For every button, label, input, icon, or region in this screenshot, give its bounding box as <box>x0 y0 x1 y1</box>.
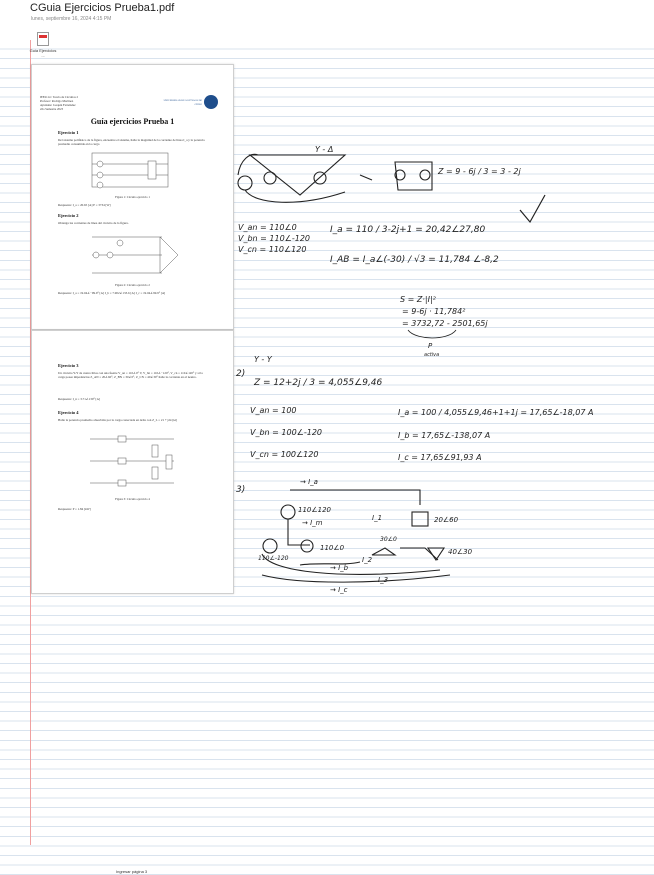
ink-load3: 40∠30 <box>448 548 473 556</box>
ex2-heading: Ejercicio 2 <box>58 213 79 218</box>
ex1-figure-caption: Figura 1: Circuito ejercicio 1 <box>115 195 150 199</box>
ink-label-ya: Y - Δ <box>315 145 334 154</box>
ex1-heading: Ejercicio 1 <box>58 130 79 135</box>
ink-z-total: Z = 9 - 6j / 3 = 3 - 2j <box>438 167 521 176</box>
ink-ia-arrow: → I_a <box>300 478 318 486</box>
ink-s3: = 3732,72 - 2501,65j <box>402 319 488 328</box>
ex2-text: Obtenga las corrientes de línea del circuito de la figura. <box>58 221 129 225</box>
ink-load2: 30∠0 <box>380 536 397 543</box>
ink-s2: = 9-6j · 11,784² <box>402 307 466 316</box>
ex4-text: Halle la potencia promedio absorbida por la carga conectada en delta con Z_L = 21 + j24 [Ω] <box>58 418 177 422</box>
ex2-figure-caption: Figura 2: Circuito ejercicio 2 <box>115 283 150 287</box>
ink-vbn2: V_bn = 100∠-120 <box>250 428 323 437</box>
ink-src1: 110∠120 <box>298 506 331 514</box>
pdf-header-line: 2do Semestre 2023 <box>40 107 63 111</box>
ex4-figure-caption: Figura 3: Circuito ejercicio 4 <box>115 497 150 501</box>
ex1-text: Del sistema polifásico de la figura, encuentre el sistema, halle la magnitud de la corriente de línea I_a y la potencia promedio consumida en la carga <box>58 138 205 146</box>
ink-ib-arrow: → I_b <box>330 564 349 572</box>
ink-ia: I_a = 110 / 3-2j+1 = 20,42∠27,80 <box>330 225 486 235</box>
ex1-answer: Respuesta: I_a = 20.65 [A] P = 3734 [W] <box>58 203 111 207</box>
pdf-header-line: IEE2114 / Teoría de Circuitos 2 <box>40 95 79 99</box>
ink-vcn: V_cn = 110∠120 <box>238 245 307 254</box>
ink-ic-arrow: → I_c <box>330 586 348 594</box>
university-name: UNIVERSIDAD DE SANTIAGO DE CHILE <box>163 99 202 106</box>
ink-ex2-num: 2) <box>236 369 246 379</box>
ink-p-note: activa <box>424 352 440 358</box>
ex4-heading: Ejercicio 4 <box>58 410 79 415</box>
ex2-answer: Respuesta: I_a = 19.04∠−99.9° [A] I_b = 7.902∠133.6 [A] I_c = 19.04∠99.9° [A] <box>58 291 166 295</box>
ink-brace <box>408 330 456 338</box>
footer-text: Ingresar página 3 <box>116 869 148 874</box>
ink-ib2: I_b = 17,65∠-138,07 A <box>398 431 491 440</box>
ink-ia2: I_a = 100 / 4,055∠9,46+1+1j = 17,65∠-18,07 A <box>398 408 594 417</box>
ink-ex3-num: 3) <box>236 485 246 495</box>
ink-ic2: I_c = 17,65∠91,93 A <box>398 453 482 462</box>
ex3-text: Un circuito Y-Y de cuatro hilos con una fuente V_an = 110∠0° V, V_bn = 110∠−120°, V_cn = 110∠120° y si la carga posee impedancias Z_AN = 20∠60°, Z_BN = 30∠0°, Z_CN = 40∠30° halle la corriente en el neutro. <box>58 371 203 379</box>
ink-z-eq: Z = 12+2j / 3 = 4,055∠9,46 <box>254 378 383 388</box>
ink-im-arrow: → I_m <box>302 519 323 527</box>
ink-i2: I_2 <box>362 556 373 564</box>
attachment-label: Guia Ejercicios ... <box>29 48 57 58</box>
ink-vbn: V_bn = 110∠-120 <box>238 234 311 243</box>
ink-van: V_an = 110∠0 <box>238 223 297 232</box>
pdf-header-line: Ayudante: Joaquín Fernández <box>40 103 76 107</box>
ink-load1: 20∠60 <box>434 516 459 524</box>
ink-s1: S = Z·|I|² <box>400 295 436 304</box>
check-mark <box>520 195 545 222</box>
pdf-title: Guía ejercicios Prueba 1 <box>90 117 175 126</box>
ink-src2: 110∠0 <box>320 544 345 552</box>
ink-yy: Y - Y <box>254 355 272 364</box>
ink-ex3-circuit <box>262 490 450 582</box>
ink-van2: V_an = 100 <box>250 406 297 415</box>
ink-src3: 110∠-120 <box>258 555 289 562</box>
pdf-header-line: Profesor: Rodrigo Martínez <box>40 99 74 103</box>
ink-delta-sketch <box>238 154 432 202</box>
ink-vcn2: V_cn = 100∠120 <box>250 450 319 459</box>
note-timestamp: lunes, septiembre 16, 2024 4:15 PM <box>31 16 112 22</box>
ink-iab: I_AB = I_a∠(-30) / √3 = 11,784 ∠-8,2 <box>330 255 499 265</box>
note-title: CGuia Ejercicios Prueba1.pdf <box>30 2 175 14</box>
ink-i1: I_1 <box>372 514 383 522</box>
ex4-answer: Respuesta: P = 1.84 [kW] <box>58 507 91 511</box>
ink-i3: I_3 <box>378 576 389 584</box>
ex3-answer: Respuesta: I_n = 3.71∠130° [A] <box>58 397 100 401</box>
ex3-heading: Ejercicio 3 <box>58 363 79 368</box>
ink-p: P <box>428 342 433 350</box>
